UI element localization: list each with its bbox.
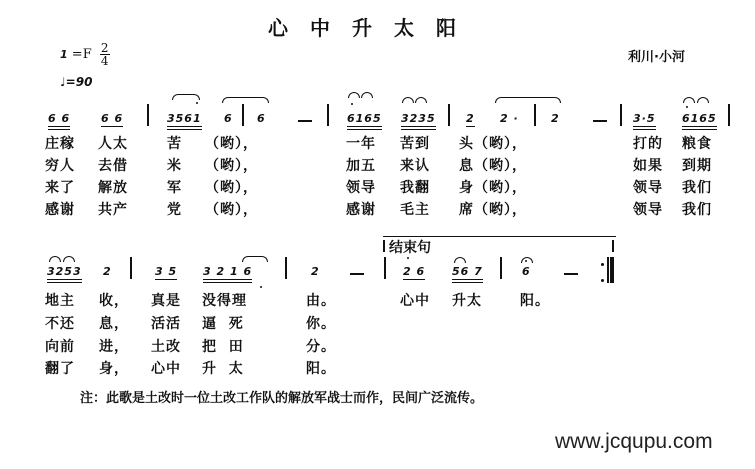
lyric: 逼 死 <box>202 316 244 332</box>
ending-label: 结束句 <box>389 240 431 256</box>
octave-dot <box>686 106 688 108</box>
lyric: 领导 <box>633 180 663 196</box>
lyric: 感谢 <box>346 202 376 218</box>
lyric: 来认 <box>400 158 430 174</box>
lyric: 感谢 <box>45 202 75 218</box>
barline <box>285 257 287 279</box>
note-group: 56 7 <box>452 265 483 283</box>
lyric: 由。 <box>306 293 336 309</box>
lyric: 来了 <box>45 180 75 196</box>
ending-bracket-left <box>383 240 385 252</box>
note: 6 <box>257 112 266 125</box>
lyric: 把 田 <box>202 339 244 355</box>
slur <box>49 256 61 262</box>
repeat-thin-bar <box>607 257 609 283</box>
octave-dot <box>351 103 353 105</box>
sustain-dash <box>593 120 607 122</box>
repeat-dot <box>601 263 604 266</box>
lyric: 去借 <box>98 158 128 174</box>
watermark: www.jcqupu.com <box>555 430 713 453</box>
slur <box>697 97 709 103</box>
barline <box>147 104 149 126</box>
lyric: 我们 <box>682 202 712 218</box>
note-group: 6 6 <box>101 112 124 125</box>
lyric: 身， <box>99 361 129 377</box>
slur <box>172 94 200 100</box>
tempo-marking: ♩=90 <box>60 75 93 89</box>
lyric: （哟）， <box>205 136 258 152</box>
note-group: 2 6 <box>403 265 426 278</box>
lyric: 一年 <box>346 136 376 152</box>
lyric: 不还 <box>45 316 75 332</box>
lyric: 打的 <box>633 136 663 152</box>
key-signature <box>60 42 110 67</box>
lyric: 军 <box>167 180 182 196</box>
note-group: 6165 <box>347 112 382 130</box>
note: 6 <box>522 265 531 278</box>
high-octave-dot <box>407 257 409 259</box>
barline <box>534 104 536 126</box>
note: 2 <box>311 265 320 278</box>
lyric: 人太 <box>98 136 128 152</box>
barline <box>384 257 386 279</box>
lyric: 进， <box>99 339 129 355</box>
ending-bracket-right <box>612 240 614 252</box>
lyric: 领导 <box>633 202 663 218</box>
barline <box>130 257 132 279</box>
note-group: 3253 <box>47 265 82 283</box>
lyric: 我们 <box>682 180 712 196</box>
note-group: 6165 <box>682 112 717 130</box>
lyric: 我翻 <box>400 180 430 196</box>
lyric: （哟）， <box>205 158 258 174</box>
slur <box>683 97 695 103</box>
barline <box>620 104 622 126</box>
lyric: 活活 <box>151 316 181 332</box>
time-sig-top: 2 <box>100 41 109 55</box>
lyric: 心中 <box>151 361 181 377</box>
note-group: 3235 <box>401 112 436 130</box>
lyric: 毛主 <box>400 202 430 218</box>
octave-dot <box>196 102 198 104</box>
barline <box>728 104 730 126</box>
key-prefix: 1 <box>60 48 68 61</box>
note: 2 <box>103 265 112 278</box>
lyric: 穷人 <box>45 158 75 174</box>
barline <box>448 104 450 126</box>
time-sig-bottom: 4 <box>100 54 109 68</box>
slur <box>348 92 360 98</box>
repeat-thick-bar <box>610 257 614 283</box>
note: 6 <box>224 112 233 125</box>
note-group: 6 6 <box>48 112 70 130</box>
sustain-dash <box>564 273 578 275</box>
slur <box>242 256 268 262</box>
lyric: 收， <box>99 293 129 309</box>
tie <box>495 97 561 103</box>
lyric: 领导 <box>346 180 376 196</box>
barline <box>242 104 244 126</box>
lyric: 心中 <box>400 293 430 309</box>
slur <box>402 97 414 103</box>
note: 2 <box>466 112 475 125</box>
sustain-dash <box>350 273 364 275</box>
fermata-dot <box>525 260 527 262</box>
slur <box>415 97 427 103</box>
lyric: 息， <box>99 316 129 332</box>
barline <box>327 104 329 126</box>
note-group: 3 5 <box>155 265 178 278</box>
lyric: 党 <box>167 202 182 218</box>
lyric: 你。 <box>306 316 336 332</box>
lyric: 身（哟）， <box>459 180 527 196</box>
note-group: 3·5 <box>633 112 656 130</box>
lyric: 庄稼 <box>45 136 75 152</box>
lyric: 没得理 <box>202 293 247 309</box>
low-octave-dot <box>260 286 262 288</box>
slur <box>454 257 466 263</box>
lyric: 米 <box>167 158 182 174</box>
lyric: （哟）， <box>205 180 258 196</box>
note: 2 <box>551 112 560 125</box>
barline <box>500 257 502 279</box>
key-value: =F <box>71 47 92 62</box>
lyric: 解放 <box>98 180 128 196</box>
lyric: （哟）， <box>205 202 258 218</box>
lyric: 苦到 <box>400 136 430 152</box>
slur <box>361 92 373 98</box>
lyric: 粮食 <box>682 136 712 152</box>
song-origin: 利川·小河 <box>628 50 685 65</box>
sustain-dash <box>298 120 312 122</box>
lyric: 头（哟）， <box>459 136 527 152</box>
time-signature <box>100 42 110 67</box>
lyric: 息（哟）， <box>459 158 527 174</box>
lyric: 向前 <box>45 339 75 355</box>
lyric: 席（哟）， <box>459 202 527 218</box>
slur <box>63 256 75 262</box>
repeat-dot <box>601 279 604 282</box>
lyric: 苦 <box>167 136 182 152</box>
lyric: 地主 <box>45 293 75 309</box>
lyric: 真是 <box>151 293 181 309</box>
tie <box>222 97 269 103</box>
lyric: 阳。 <box>520 293 550 309</box>
lyric: 加五 <box>346 158 376 174</box>
lyric: 共产 <box>98 202 128 218</box>
song-title: 心中升太阳 <box>268 16 478 40</box>
lyric: 升太 <box>452 293 482 309</box>
lyric: 翻了 <box>45 361 75 377</box>
lyric: 到期 <box>682 158 712 174</box>
note-group: 3 2 1 6 <box>203 265 252 283</box>
note-group: 3561 <box>167 112 202 130</box>
note-dotted: 2 · <box>500 112 519 125</box>
footnote: 注：此歌是土改时一位土改工作队的解放军战士而作，民间广泛流传。 <box>80 391 484 406</box>
lyric: 如果 <box>633 158 663 174</box>
lyric: 升 太 <box>202 361 244 377</box>
lyric: 分。 <box>306 339 336 355</box>
fermata <box>521 257 533 263</box>
lyric: 阳。 <box>306 361 336 377</box>
lyric: 土改 <box>151 339 181 355</box>
